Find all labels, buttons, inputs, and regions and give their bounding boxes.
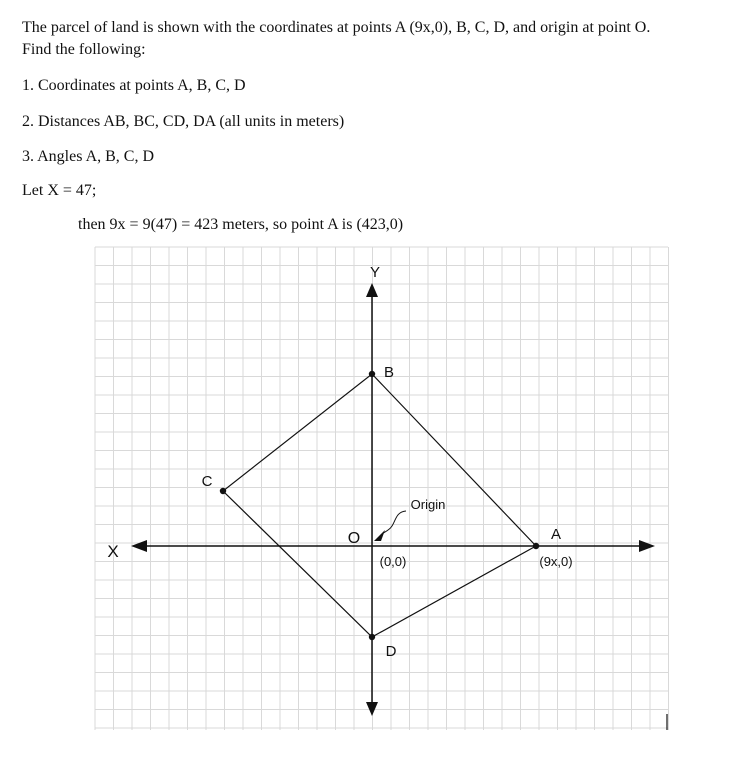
- point-a-coords: (9x,0): [539, 554, 573, 569]
- point-b: [369, 371, 375, 377]
- grid: [95, 247, 669, 730]
- point-a: [533, 543, 539, 549]
- problem-statement-line1: The parcel of land is shown with the coordinates at points A (9x,0), B, C, D, and origin at point O.: [22, 19, 651, 36]
- computed-result: then 9x = 9(47) = 423 meters, so point A is (423,0): [78, 216, 404, 233]
- point-d-label: D: [385, 643, 397, 660]
- y-axis-up-arrow: [366, 283, 378, 297]
- x-axis-right-arrow: [639, 540, 655, 552]
- given-value: Let X = 47;: [22, 182, 97, 199]
- origin-label: O: [347, 530, 361, 547]
- y-axis-label: Y: [369, 264, 381, 281]
- point-a-label: A: [550, 526, 562, 543]
- x-axis-label: X: [107, 542, 119, 561]
- question-3: 3. Angles A, B, C, D: [22, 148, 155, 165]
- question-2: 2. Distances AB, BC, CD, DA (all units in meters): [22, 113, 345, 130]
- point-d: [369, 634, 375, 640]
- origin-callout-arrowhead: [374, 530, 385, 541]
- question-1: 1. Coordinates at points A, B, C, D: [22, 77, 246, 94]
- x-axis-left-arrow: [131, 540, 147, 552]
- origin-callout-label: Origin: [410, 497, 446, 512]
- point-c: [220, 488, 226, 494]
- point-b-label: B: [383, 364, 395, 381]
- point-c-label: C: [201, 473, 213, 490]
- problem-statement-line2: Find the following:: [22, 41, 146, 58]
- origin-coords: (0,0): [379, 554, 407, 569]
